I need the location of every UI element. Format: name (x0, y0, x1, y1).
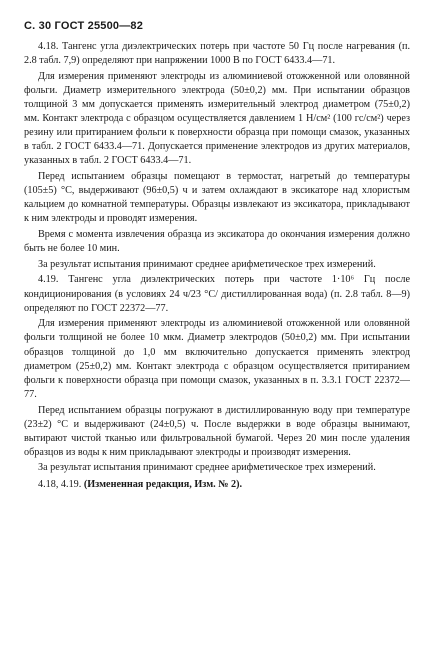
paragraph-result-4-19: За результат испытания принимают среднее арифметическое трех измерений. (38, 462, 376, 474)
paragraph-electrodes-4-18: Для измерения применяют электроды из алюминиевой отожженной или оловянной фольги. Диаметр измерительного электрода (50±0,2) мм. При испытании образцов толщиной 3 мм допускается применять измерительный электрод диаметром (75±0,2) мм. Контакт электрода с образцом осуществляется давлением 1 Н/см² (100 гс/см²) через резину или притиранием фольги к поверхности образца при помощи смазок, указанных в табл. 2 ГОСТ 6433.4—71. Допускается применение электродов из других материалов, указанных в табл. 2 ГОСТ 6433.4—71. (24, 70, 410, 167)
paragraph-result-4-18: За результат испытания принимают среднее арифметическое трех измерений. (38, 258, 376, 270)
paragraph-immersion: Перед испытанием образцы погружают в дистиллированную воду при температуре (23±2) °С и выдерживают (24±0,5) ч. После выдержки в воде образцы вынимают, вытирают чистой тканью или фильтровальной бумагой. Через 20 мин после удаления образцов из воды к ним прикладывают электроды и производят измерения. (24, 404, 410, 458)
amendment-note (24, 478, 410, 492)
page-header: С. 30 ГОСТ 25500—82 (24, 20, 144, 32)
paragraph-electrodes-4-19: Для измерения применяют электроды из алюминиевой отожженной или оловянной фольги толщиной не более 10 мкм. Диаметр электродов (50±0,2) мм. При испытании образцов толщиной до 1,0 мм включительно допускается применять электрод диаметром (25±0,2) мм. Контакт электрода с образцом осуществляется притиранием фольги к поверхности образца при помощи смазок, указанных в п. 3.3.1 ГОСТ 22372—77. (24, 318, 410, 400)
amendment-text: (Измененная редакция, Изм. № 2). (83, 478, 243, 490)
paragraph-thermostat: Перед испытанием образцы помещают в термостат, нагретый до температуры (105±5) °С, выдерживают (96±0,5) ч и затем охлаждают в эксикаторе над хлористым кальцием до комнатной температуры. Образцы извлекают из эксикатора, прикладывают к ним электроды и проводят измерения. (24, 171, 410, 225)
paragraph-4-19: 4.19. Тангенс угла диэлектрических потерь при частоте 1·10⁶ Гц после кондиционирования (в условиях 24 ч/23 °С/ дистиллированная вода) (п. 2.8 табл. 8—9) определяют по ГОСТ 22372—77. (24, 274, 410, 314)
paragraph-4-18: 4.18. Тангенс угла диэлектрических потерь при частоте 50 Гц после нагревания (п. 2.8 табл. 7,9) определяют при напряжении 1000 В по ГОСТ 6433.4—71. (24, 41, 410, 67)
amendment-ref: 4.18, 4.19. (38, 478, 82, 490)
document-page (24, 20, 410, 492)
paragraph-time-limit: Время с момента извлечения образца из эксикатора до окончания измерения должно быть не более 10 мин. (24, 229, 410, 255)
